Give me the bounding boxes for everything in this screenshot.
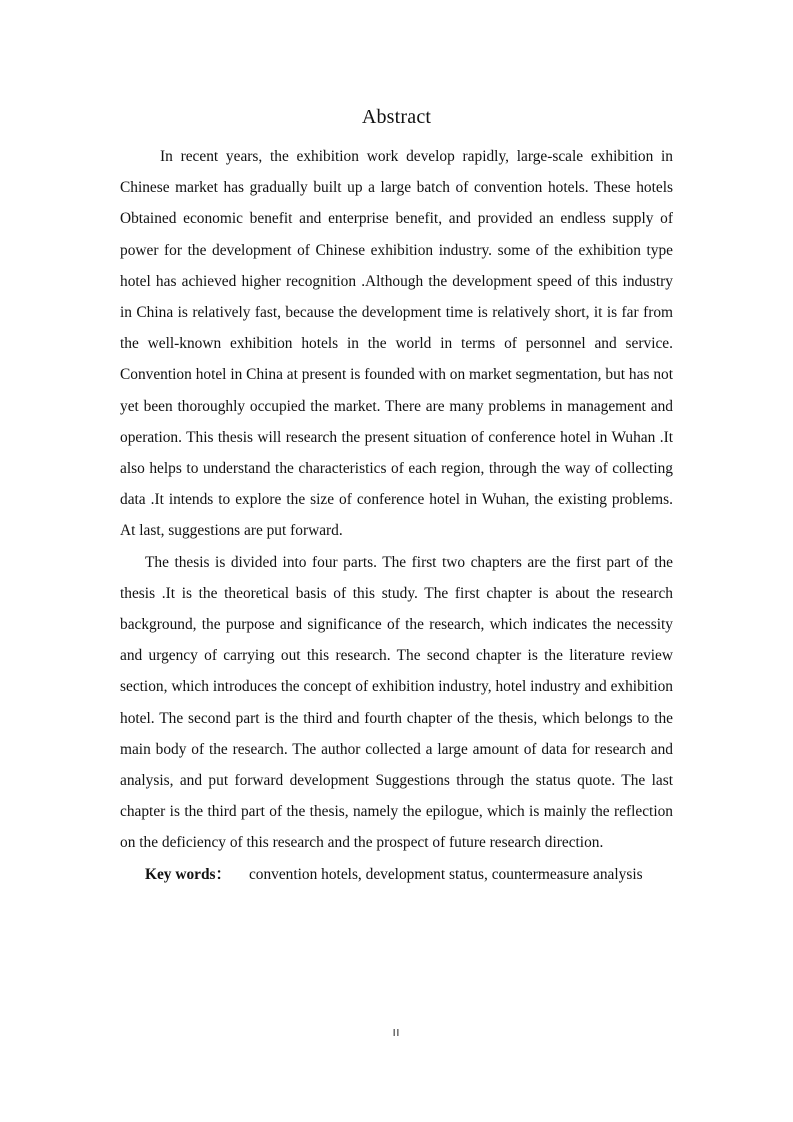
keywords-value: convention hotels, development status, countermeasure analysis	[248, 865, 643, 883]
abstract-body	[120, 141, 673, 890]
abstract-title: Abstract	[361, 106, 432, 128]
abstract-paragraph-1: In recent years, the exhibition work develop rapidly, large-scale exhibition in Chinese market has gradually built up a large batch of convention hotels. These hotels Obtained economic benefit and enterprise benefit, and provided an endless supply of power for the development of Chinese exhibition industry. some of the exhibition type hotel has achieved higher recognition .Although the development speed of this industry in China is relatively fast, because the development time is relatively short, it is far from the well-known exhibition hotels in the world in terms of personnel and service. Convention hotel in China at present is founded with on market segmentation, but has not yet been thoroughly occupied the market. There are many problems in management and operation. This thesis will research the present situation of conference hotel in Wuhan .It also helps to understand the characteristics of each region, through the way of collecting data .It intends to explore the size of conference hotel in Wuhan, the existing problems. At last, suggestions are put forward.	[120, 148, 673, 540]
abstract-paragraph-2: The thesis is divided into four parts. The first two chapters are the first part of the thesis .It is the theoretical basis of this study. The first chapter is about the research background, the purpose and significance of the research, which indicates the necessity and urgency of carrying out this research. The second chapter is the literature review section, which introduces the concept of exhibition industry, hotel industry and exhibition hotel. The second part is the third and fourth chapter of the thesis, which belongs to the main body of the research. The author collected a large amount of data for research and analysis, and put forward development Suggestions through the status quote. The last chapter is the third part of the thesis, namely the epilogue, which is mainly the reflection on the deficiency of this research and the prospect of future research direction.	[120, 553, 673, 852]
keywords-line	[120, 859, 673, 890]
page-number: II	[392, 1028, 401, 1039]
keywords-label: Key words：	[145, 865, 231, 883]
